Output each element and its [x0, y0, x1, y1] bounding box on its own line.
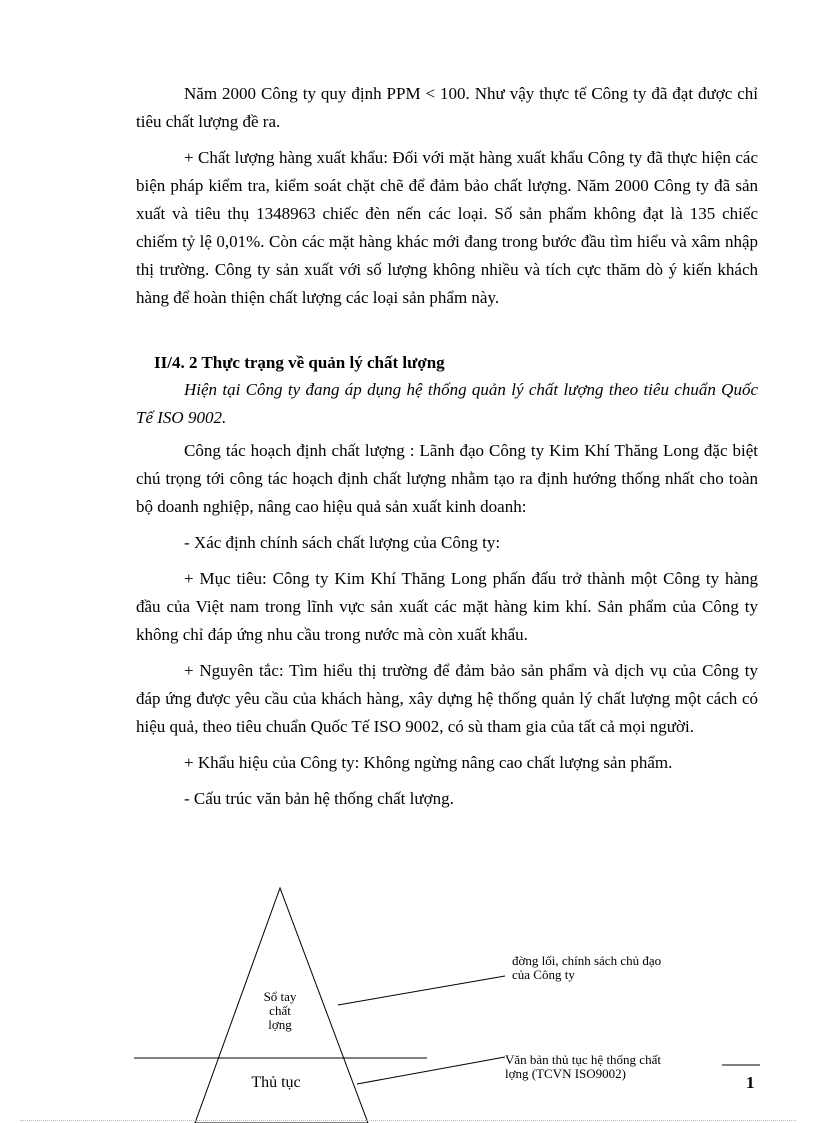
footer-dotted-rule: [20, 1120, 796, 1121]
tier-label-manual: Sổ tay chất lợng: [263, 989, 297, 1032]
italic-intro: Hiện tại Công ty đang áp dụng hệ thống quản lý chất lượng theo tiêu chuẩn Quốc Tế ISO 9002.: [136, 380, 758, 427]
pyramid-svg: [0, 860, 816, 1123]
paragraph: + Nguyên tắc: Tìm hiểu thị trường để đảm bảo sản phẩm và dịch vụ của Công ty đáp ứng được yêu cầu của khách hàng, xây dựng hệ thống quản lý chất lượng một cách có hiệu quả, theo tiêu chuẩn Quốc Tế ISO 9002, có sù tham gia của tất cả mọi người.: [136, 661, 758, 736]
tier-label-procedures: Thủ tục: [251, 1074, 301, 1091]
section-heading: II/4. 2 Thực trạng về quản lý chất lượng: [154, 353, 445, 372]
annotation-procedures: Văn bản thủ tục hệ thống chất lợng (TCVN ISO9002): [505, 1052, 661, 1081]
paragraph: + Chất lượng hàng xuất khẩu: Đối với mặt hàng xuất khẩu Công ty đã thực hiện các biện pháp kiểm tra, kiểm soát chặt chẽ để đảm bảo chất lượng. Năm 2000 Công ty đã sản xuất và tiêu thụ 1348963 chiếc đèn nến các loại. Số sản phẩm không đạt là 135 chiếc chiếm tỷ lệ 0,01%. Còn các mặt hàng khác mới đang trong bước đầu tìm hiểu và xâm nhập thị trường. Công ty sản xuất với số lượng không nhiều và tích cực thăm dò ý kiến khách hàng để hoàn thiện chất lượng các loại sản phẩm này.: [136, 148, 758, 307]
paragraph: Công tác hoạch định chất lượng : Lãnh đạo Công ty Kim Khí Thăng Long đặc biệt chú trọng tới công tác hoạch định chất lượng nhằm tạo ra định hướng thống nhất cho toàn bộ doanh nghiệp, nâng cao hiệu quả sản xuất kinh doanh:: [136, 441, 758, 516]
paragraph: - Xác định chính sách chất lượng của Công ty:: [184, 533, 501, 552]
paragraph: Năm 2000 Công ty quy định PPM < 100. Như vậy thực tế Công ty đã đạt được chỉ tiêu chất lượng đề ra.: [136, 84, 758, 131]
top-paragraphs: [136, 80, 758, 312]
bottom-paragraphs: [136, 437, 758, 813]
paragraph: - Cấu trúc văn bản hệ thống chất lượng.: [184, 789, 454, 808]
paragraph: + Mục tiêu: Công ty Kim Khí Thăng Long phấn đấu trở thành một Công ty hàng đầu của Việt nam trong lĩnh vực sản xuất các mặt hàng kim khí. Sản phẩm của Công ty không chỉ đáp ứng nhu cầu trong nước mà còn xuất khẩu.: [136, 569, 758, 644]
quality-document-pyramid: [0, 860, 816, 1123]
annotation-leader-bottom: [357, 1057, 505, 1084]
annotation-policy: đờng lối, chính sách chủ đạo của Công ty: [512, 953, 662, 982]
paragraph: + Khẩu hiệu của Công ty: Không ngừng nâng cao chất lượng sản phẩm.: [184, 753, 673, 772]
page-number: 1: [746, 1073, 755, 1092]
annotation-leader-top: [338, 976, 505, 1005]
